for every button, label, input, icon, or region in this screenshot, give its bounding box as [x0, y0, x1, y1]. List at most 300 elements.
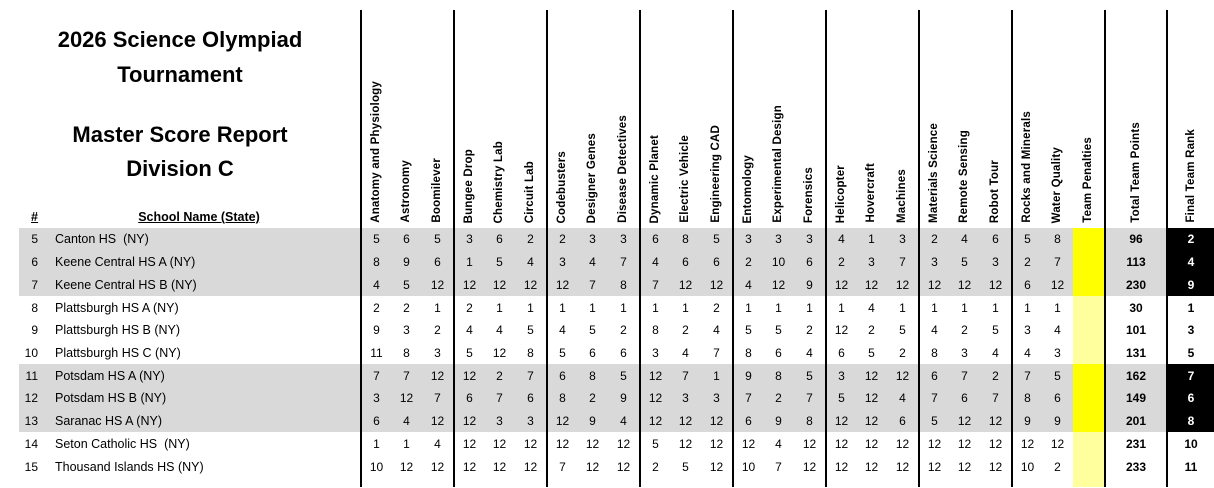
- score-cell: 12: [856, 364, 887, 387]
- total-column-label: Total Team Points: [1129, 122, 1142, 223]
- final-rank-cell: 1: [1166, 296, 1214, 319]
- score-cell: 3: [403, 323, 410, 338]
- score-cell: 10: [360, 455, 391, 478]
- score-cell: 12: [701, 410, 732, 433]
- score-cell: 4: [608, 410, 639, 433]
- score-cell: 1: [701, 364, 732, 387]
- score-cell: 2: [484, 364, 515, 387]
- row-margin: [0, 410, 19, 433]
- score-cell: 5: [701, 228, 732, 251]
- score-cell: 7: [360, 364, 391, 387]
- score-cell: 12: [802, 459, 817, 474]
- score-cell: 2: [868, 323, 875, 338]
- score-cell: 4: [639, 251, 670, 274]
- score-cell: 12: [1042, 273, 1073, 296]
- row-margin: [0, 342, 19, 365]
- total-points-cell: 96: [1104, 228, 1166, 251]
- score-cell: 12: [492, 459, 507, 474]
- score-cell: 6: [775, 345, 782, 360]
- school-name: Canton HS (NY): [55, 232, 149, 247]
- score-cell: 1: [546, 296, 577, 319]
- final-rank-cell: 11: [1166, 455, 1214, 478]
- school-cell: [19, 387, 360, 410]
- score-cell: 5: [1042, 364, 1073, 387]
- score-cell: 9: [577, 410, 608, 433]
- report-division: Division C: [126, 156, 234, 181]
- penalties-column-header: [1073, 10, 1104, 228]
- score-cell: 12: [887, 273, 918, 296]
- score-cell: 12: [918, 432, 949, 455]
- score-cell: 5: [639, 432, 670, 455]
- event-column-header: [546, 10, 577, 228]
- score-cell: 4: [546, 319, 577, 342]
- score-cell: 4: [577, 251, 608, 274]
- score-cell: 12: [988, 436, 1003, 451]
- score-cell: 3: [360, 387, 391, 410]
- score-cell: 12: [453, 410, 484, 433]
- footer-cell: [670, 478, 701, 487]
- score-cell: 7: [639, 273, 670, 296]
- final-rank-cell: 5: [1166, 342, 1214, 365]
- row-number: 15: [24, 459, 38, 474]
- score-cell: 12: [918, 455, 949, 478]
- score-cell: 8: [1042, 228, 1073, 251]
- score-cell: 6: [670, 251, 701, 274]
- score-cell: 6: [732, 410, 763, 433]
- event-column-label: Rocks and Minerals: [1021, 111, 1034, 223]
- score-cell: 10: [763, 251, 794, 274]
- score-cell: 12: [523, 459, 538, 474]
- score-cell: 2: [682, 323, 689, 338]
- score-cell: 4: [732, 273, 763, 296]
- row-margin: [0, 455, 19, 478]
- penalty-cell: [1073, 410, 1104, 433]
- score-cell: 8: [577, 364, 608, 387]
- score-cell: 3: [608, 228, 639, 251]
- score-cell: 3: [825, 364, 856, 387]
- score-cell: 12: [639, 364, 670, 387]
- score-cell: 7: [422, 387, 453, 410]
- score-cell: 1: [732, 296, 763, 319]
- score-cell: 2: [899, 345, 906, 360]
- event-column-label: Helicopter: [835, 164, 848, 223]
- score-cell: 10: [1011, 455, 1042, 478]
- score-cell: 12: [678, 436, 693, 451]
- footer-cell: [515, 478, 546, 487]
- score-cell: 12: [949, 273, 980, 296]
- score-cell: 2: [980, 364, 1011, 387]
- score-cell: 8: [763, 364, 794, 387]
- score-cell: 6: [825, 342, 856, 365]
- score-cell: 4: [887, 387, 918, 410]
- score-cell: 9: [608, 387, 639, 410]
- school-cell: [19, 273, 360, 296]
- penalty-cell: [1073, 319, 1104, 342]
- final-rank-cell: 2: [1166, 228, 1214, 251]
- school-name: Keene Central HS A (NY): [55, 255, 196, 270]
- score-cell: 3: [732, 228, 763, 251]
- event-column-label: Chemistry Lab: [493, 140, 506, 223]
- school-name: Plattsburgh HS C (NY): [55, 345, 181, 360]
- table-footer: [0, 478, 1214, 487]
- score-cell: 12: [1011, 432, 1042, 455]
- score-cell: 7: [608, 251, 639, 274]
- footer-cell: [918, 478, 949, 487]
- footer-cell: [639, 478, 670, 487]
- table-row: [0, 432, 1214, 455]
- table-row: [0, 296, 1214, 319]
- score-cell: 5: [360, 228, 391, 251]
- score-cell: 5: [1011, 228, 1042, 251]
- score-cell: 7: [484, 387, 515, 410]
- footer-cell: [391, 478, 422, 487]
- school-cell: [19, 251, 360, 274]
- score-cell: 5: [422, 228, 453, 251]
- score-cell: 12: [887, 364, 918, 387]
- score-cell: 12: [546, 432, 577, 455]
- score-cell: 6: [391, 228, 422, 251]
- score-cell: 7: [732, 387, 763, 410]
- score-cell: 9: [763, 410, 794, 433]
- penalty-cell: [1073, 228, 1104, 251]
- score-cell: 1: [434, 300, 441, 315]
- event-column-label: Astronomy: [400, 160, 413, 223]
- final-rank-cell: 10: [1166, 432, 1214, 455]
- score-cell: 2: [1011, 251, 1042, 274]
- score-cell: 12: [616, 459, 631, 474]
- event-column-header: [360, 10, 391, 228]
- footer-cell: [856, 478, 887, 487]
- row-number: 12: [24, 391, 38, 406]
- event-column-header: [763, 10, 794, 228]
- table-row: [0, 319, 1214, 342]
- score-cell: 12: [980, 410, 1011, 433]
- school-cell: [19, 228, 360, 251]
- total-points-cell: 201: [1104, 410, 1166, 433]
- score-cell: 1: [825, 296, 856, 319]
- score-cell: 6: [887, 410, 918, 433]
- footer-cell: [763, 478, 794, 487]
- score-cell: 6: [639, 228, 670, 251]
- event-column-header: [670, 10, 701, 228]
- score-cell: 9: [794, 273, 825, 296]
- score-cell: 12: [825, 273, 856, 296]
- event-column-header: [949, 10, 980, 228]
- score-cell: 6: [794, 251, 825, 274]
- score-cell: 12: [546, 273, 577, 296]
- footer-total: [1104, 478, 1166, 487]
- score-cell: 2: [961, 323, 968, 338]
- score-cell: 10: [732, 455, 763, 478]
- score-cell: 5: [608, 364, 639, 387]
- score-cell: 9: [732, 364, 763, 387]
- score-cell: 12: [918, 273, 949, 296]
- footer-margin: [0, 478, 19, 487]
- score-cell: 2: [639, 455, 670, 478]
- score-cell: 6: [949, 387, 980, 410]
- event-column-header: [639, 10, 670, 228]
- score-cell: 5: [732, 319, 763, 342]
- score-cell: 5: [484, 251, 515, 274]
- score-cell: 12: [864, 459, 879, 474]
- score-cell: 3: [515, 410, 546, 433]
- penalty-cell: [1073, 342, 1104, 365]
- total-column-header: [1104, 10, 1166, 228]
- score-cell: 3: [918, 251, 949, 274]
- score-cell: 12: [709, 436, 724, 451]
- row-number: 9: [31, 323, 38, 338]
- score-cell: 5: [546, 342, 577, 365]
- row-margin: [0, 296, 19, 319]
- score-cell: 3: [980, 251, 1011, 274]
- event-column-label: Robot Tour: [989, 159, 1002, 223]
- score-cell: 8: [527, 345, 534, 360]
- score-cell: 5: [589, 323, 596, 338]
- score-cell: 7: [713, 345, 720, 360]
- score-cell: 1: [961, 300, 968, 315]
- score-cell: 4: [1011, 342, 1042, 365]
- score-cell: 4: [496, 323, 503, 338]
- num-column-header: #: [31, 210, 38, 224]
- score-cell: 12: [670, 410, 701, 433]
- event-column-header: [887, 10, 918, 228]
- table-row: [0, 364, 1214, 387]
- score-cell: 3: [577, 228, 608, 251]
- footer-school: [19, 478, 360, 487]
- score-cell: 7: [980, 387, 1011, 410]
- event-column-header: [825, 10, 856, 228]
- score-cell: 7: [391, 364, 422, 387]
- score-cell: 2: [515, 228, 546, 251]
- table-row: [0, 251, 1214, 274]
- event-column-label: Disease Detectives: [617, 115, 630, 223]
- score-cell: 12: [895, 459, 910, 474]
- score-cell: 12: [492, 345, 507, 360]
- total-points-cell: 131: [1104, 342, 1166, 365]
- score-cell: 1: [360, 432, 391, 455]
- penalties-column-label: Team Penalties: [1082, 137, 1095, 223]
- score-cell: 12: [430, 459, 445, 474]
- score-cell: 12: [523, 436, 538, 451]
- score-cell: 1: [403, 436, 410, 451]
- score-cell: 5: [775, 323, 782, 338]
- score-cell: 12: [492, 436, 507, 451]
- score-cell: 6: [422, 251, 453, 274]
- score-cell: 3: [670, 387, 701, 410]
- score-cell: 6: [360, 410, 391, 433]
- footer-cell: [887, 478, 918, 487]
- score-cell: 9: [1011, 410, 1042, 433]
- score-cell: 3: [887, 228, 918, 251]
- score-cell: 3: [763, 228, 794, 251]
- report-subtitle: Master Score Report: [72, 122, 288, 147]
- score-cell: 5: [992, 323, 999, 338]
- score-cell: 4: [453, 319, 484, 342]
- score-cell: 8: [918, 342, 949, 365]
- score-cell: 4: [434, 436, 441, 451]
- score-cell: 6: [701, 251, 732, 274]
- school-name: Potsdam HS A (NY): [55, 368, 165, 383]
- event-column-label: Remote Sensing: [958, 130, 971, 223]
- score-cell: 1: [453, 251, 484, 274]
- total-points-cell: 230: [1104, 273, 1166, 296]
- event-column-label: Experimental Design: [772, 105, 785, 223]
- score-cell: 12: [639, 387, 670, 410]
- score-cell: 12: [422, 364, 453, 387]
- score-cell: 2: [713, 300, 720, 315]
- event-column-label: Dynamic Planet: [649, 134, 662, 223]
- score-cell: 12: [453, 455, 484, 478]
- event-column-header: [391, 10, 422, 228]
- row-number: 11: [25, 368, 38, 383]
- score-cell: 5: [682, 459, 689, 474]
- score-cell: 4: [868, 300, 875, 315]
- penalty-cell: [1073, 273, 1104, 296]
- event-column-header: [1042, 10, 1073, 228]
- final-rank-cell: 8: [1166, 410, 1214, 433]
- footer-cell: [949, 478, 980, 487]
- score-cell: 5: [453, 342, 484, 365]
- row-number: 14: [24, 436, 38, 451]
- score-cell: 3: [1011, 319, 1042, 342]
- score-cell: 3: [546, 251, 577, 274]
- score-cell: 1: [682, 300, 689, 315]
- score-cell: 12: [616, 436, 631, 451]
- score-cell: 7: [918, 387, 949, 410]
- score-cell: 5: [868, 345, 875, 360]
- final-rank-cell: 6: [1166, 387, 1214, 410]
- score-cell: 12: [988, 459, 1003, 474]
- score-cell: 4: [713, 323, 720, 338]
- score-cell: 12: [980, 273, 1011, 296]
- score-cell: 3: [701, 387, 732, 410]
- event-column-label: Designer Genes: [586, 132, 599, 223]
- score-cell: 2: [360, 296, 391, 319]
- score-cell: 4: [825, 228, 856, 251]
- school-name: Potsdam HS B (NY): [55, 391, 167, 406]
- score-cell: 7: [670, 364, 701, 387]
- score-cell: 1: [639, 296, 670, 319]
- score-cell: 7: [887, 251, 918, 274]
- event-column-label: Hovercraft: [865, 163, 878, 223]
- penalty-cell: [1073, 251, 1104, 274]
- score-cell: 3: [856, 251, 887, 274]
- score-cell: 12: [585, 459, 600, 474]
- score-cell: 12: [546, 410, 577, 433]
- footer-cell: [484, 478, 515, 487]
- score-cell: 12: [399, 459, 414, 474]
- footer-cell: [453, 478, 484, 487]
- score-cell: 1: [899, 300, 906, 315]
- score-cell: 9: [360, 319, 391, 342]
- school-cell: [19, 432, 360, 455]
- score-cell: 8: [639, 319, 670, 342]
- total-points-cell: 162: [1104, 364, 1166, 387]
- score-cell: 2: [918, 228, 949, 251]
- event-column-label: Codebusters: [556, 150, 569, 223]
- score-cell: 12: [895, 436, 910, 451]
- score-cell: 12: [732, 432, 763, 455]
- final-rank-cell: 7: [1166, 364, 1214, 387]
- report-title-line2: Tournament: [117, 62, 243, 87]
- row-margin: [0, 364, 19, 387]
- school-header-cell: [19, 10, 360, 228]
- score-cell: 8: [360, 251, 391, 274]
- score-cell: 6: [484, 228, 515, 251]
- score-cell: 8: [403, 345, 410, 360]
- score-cell: 6: [546, 364, 577, 387]
- footer-cell: [732, 478, 763, 487]
- score-cell: 7: [577, 273, 608, 296]
- score-cell: 1: [1011, 296, 1042, 319]
- score-cell: 12: [670, 273, 701, 296]
- score-cell: 6: [1011, 273, 1042, 296]
- score-cell: 12: [856, 273, 887, 296]
- score-cell: 12: [453, 432, 484, 455]
- score-cell: 2: [1054, 459, 1061, 474]
- score-cell: 8: [794, 410, 825, 433]
- score-cell: 4: [992, 345, 999, 360]
- score-cell: 4: [806, 345, 813, 360]
- score-cell: 12: [957, 436, 972, 451]
- header-margin: [0, 10, 19, 228]
- score-cell: 4: [360, 273, 391, 296]
- final-rank-cell: 9: [1166, 273, 1214, 296]
- score-cell: 1: [496, 300, 503, 315]
- score-cell: 6: [1042, 387, 1073, 410]
- score-cell: 12: [763, 273, 794, 296]
- score-cell: 3: [794, 228, 825, 251]
- final-rank-cell: 4: [1166, 251, 1214, 274]
- score-cell: 1: [1054, 300, 1061, 315]
- score-cell: 2: [732, 251, 763, 274]
- rank-column-header: [1166, 10, 1214, 228]
- event-column-label: Materials Science: [928, 123, 941, 223]
- event-column-header: [422, 10, 453, 228]
- score-cell: 1: [527, 300, 534, 315]
- score-cell: 2: [806, 323, 813, 338]
- score-cell: 1: [856, 228, 887, 251]
- score-cell: 2: [546, 228, 577, 251]
- row-margin: [0, 319, 19, 342]
- row-margin: [0, 251, 19, 274]
- event-column-label: Water Quality: [1051, 146, 1064, 223]
- event-column-header: [918, 10, 949, 228]
- score-cell: 6: [515, 387, 546, 410]
- table-row: [0, 455, 1214, 478]
- score-cell: 5: [899, 323, 906, 338]
- footer-cell: [794, 478, 825, 487]
- score-cell: 7: [546, 455, 577, 478]
- event-column-header: [453, 10, 484, 228]
- score-cell: 5: [794, 364, 825, 387]
- penalty-cell: [1073, 364, 1104, 387]
- score-cell: 8: [670, 228, 701, 251]
- row-number: 13: [24, 414, 38, 429]
- score-cell: 12: [709, 459, 724, 474]
- score-cell: 12: [585, 436, 600, 451]
- score-cell: 3: [1054, 345, 1061, 360]
- total-points-cell: 149: [1104, 387, 1166, 410]
- footer-cell: [577, 478, 608, 487]
- score-cell: 3: [453, 228, 484, 251]
- score-cell: 12: [515, 273, 546, 296]
- penalty-cell: [1073, 296, 1104, 319]
- footer-cell: [422, 478, 453, 487]
- penalty-cell: [1073, 387, 1104, 410]
- event-column-label: Forensics: [803, 166, 816, 223]
- footer-cell: [701, 478, 732, 487]
